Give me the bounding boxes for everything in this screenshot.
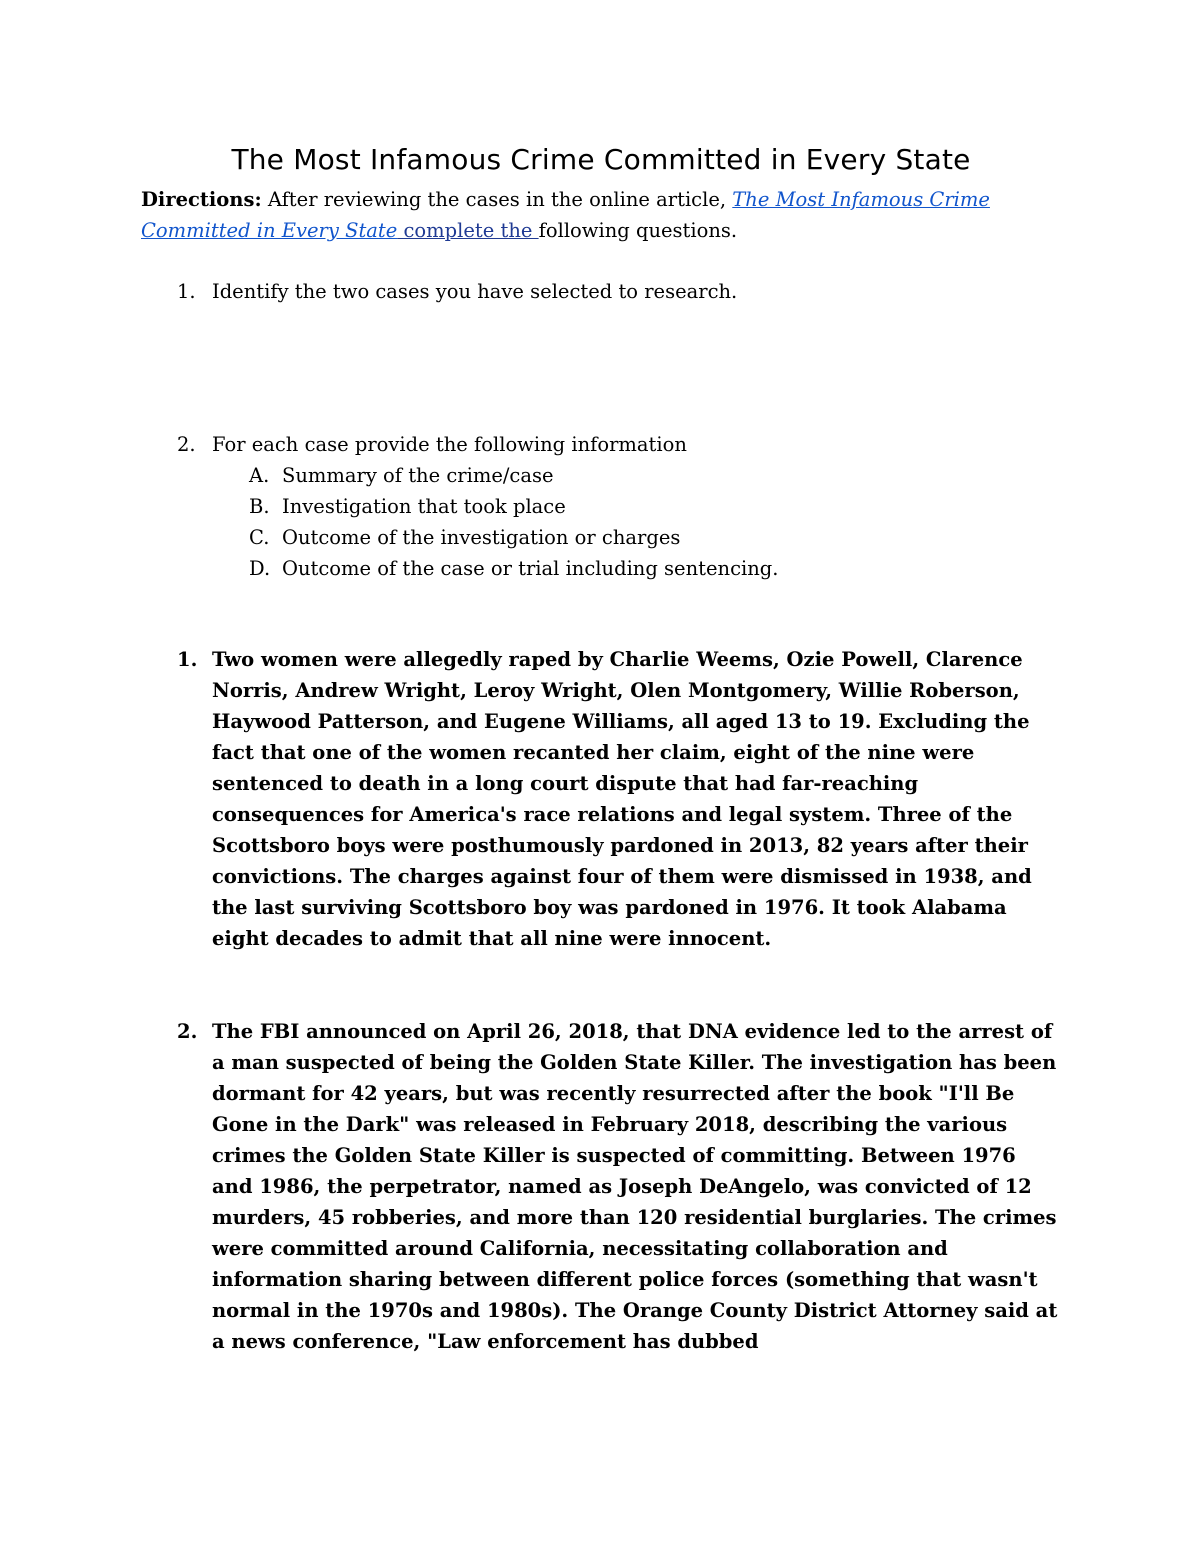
directions-label: Directions: [141,188,262,211]
document-title: The Most Infamous Crime Committed in Every State [231,143,971,176]
question-text: For each case provide the following information [212,433,687,456]
answer-1 [141,644,1061,954]
directions-paragraph [141,184,1061,246]
answer-number: 1. [177,648,198,671]
sub-item-text: Outcome of the case or trial including sentencing. [282,557,779,580]
answer-2 [141,1016,1061,1357]
sub-item-letter: D. [249,557,271,580]
sub-item-letter: B. [249,495,270,518]
directions-text-end: following questions. [538,219,738,242]
article-link-tail[interactable]: complete the [397,219,539,242]
question-2 [141,429,1061,460]
sub-item-letter: C. [249,526,270,549]
sub-item-text: Summary of the crime/case [282,464,554,487]
document-page [141,140,1061,1357]
sub-item-a [141,460,1061,491]
sub-item-letter: A. [249,464,270,487]
question-text: Identify the two cases you have selected to research. [212,280,738,303]
sub-item-b [141,491,1061,522]
answer-text: Two women were allegedly raped by Charlie Weems, Ozie Powell, Clarence Norris, Andrew Wright, Leroy Wright, Olen Montgomery, Willie Roberson, Haywood Patterson, and Eugene Williams, all aged 13 to 19. Excluding the fact that one of the women recanted her claim, eight of the nine were sentenced to death in a long court dispute that had far-reaching consequences for America's race relations and legal system. Three of the Scottsboro boys were posthumously pardoned in 2013, 82 years after their convictions. The charges against four of them were dismissed in 1938, and the last surviving Scottsboro boy was pardoned in 1976. It took Alabama eight decades to admit that all nine were innocent. [212,648,1032,950]
answer-number: 2. [177,1020,198,1043]
question-number: 1. [177,280,196,303]
directions-text: After reviewing the cases in the online article, [261,188,733,211]
sub-item-d [141,553,1061,584]
answer-text: The FBI announced on April 26, 2018, that DNA evidence led to the arrest of a man suspected of being the Golden State Killer. The investigation has been dormant for 42 years, but was recently resurrected after the book "I'll Be Gone in the Dark" was released in February 2018, describing the various crimes the Golden State Killer is suspected of committing. Between 1976 and 1986, the perpetrator, named as Joseph DeAngelo, was convicted of 12 murders, 45 robberies, and more than 120 residential burglaries. The crimes were committed around California, necessitating collaboration and information sharing between different police forces (something that wasn't normal in the 1970s and 1980s). The Orange County District Attorney said at a news conference, "Law enforcement has dubbed [212,1020,1058,1353]
article-link[interactable]: The Most Infamous Crime Committed in Every State [141,188,990,242]
question-1 [141,276,1061,307]
sub-item-text: Investigation that took place [282,495,566,518]
sub-item-c [141,522,1061,553]
sub-item-text: Outcome of the investigation or charges [282,526,681,549]
question-number: 2. [177,433,196,456]
